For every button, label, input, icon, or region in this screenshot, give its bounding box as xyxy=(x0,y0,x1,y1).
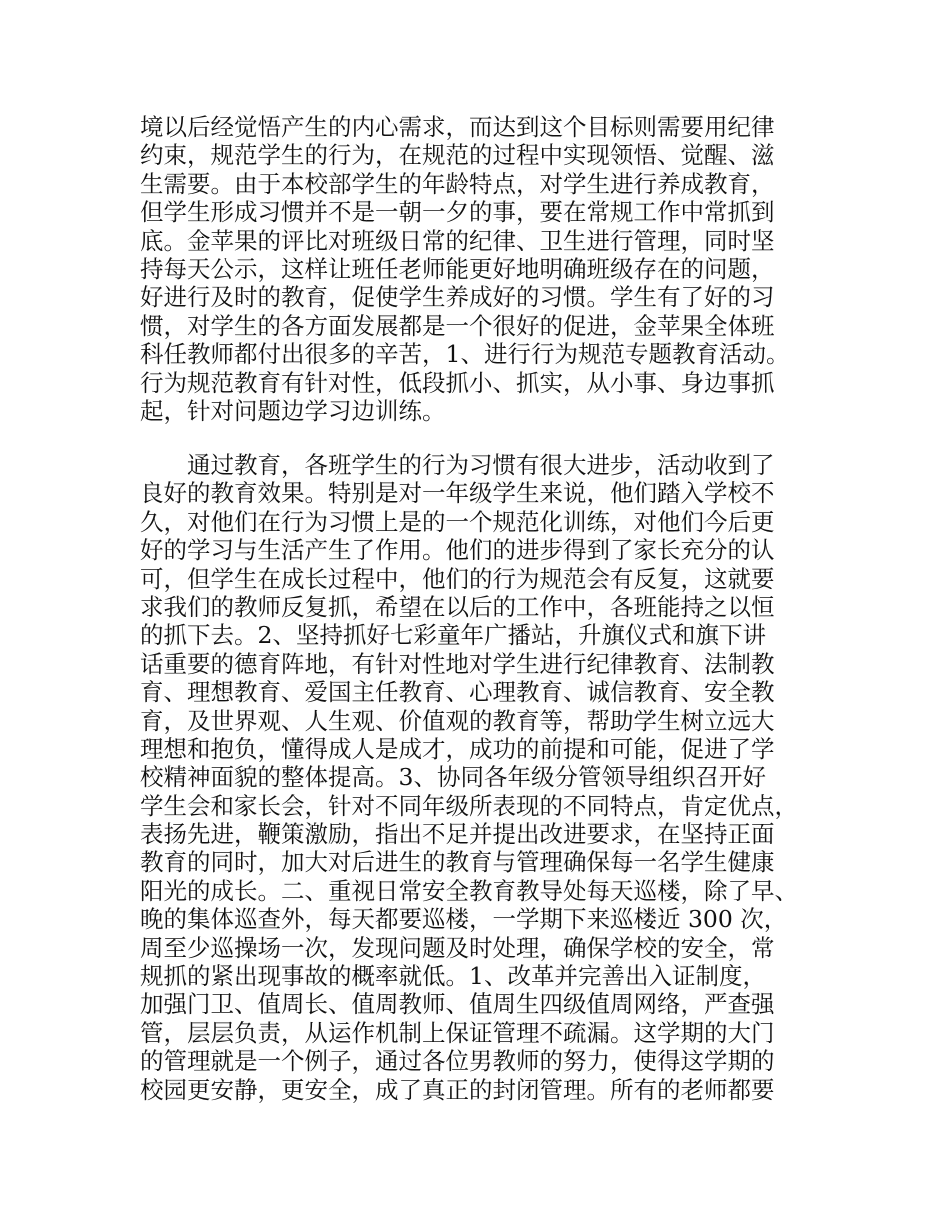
text-line: 规抓的紧出现事故的概率就低。1、改革并完善出入证制度， xyxy=(140,962,766,991)
text-line: 好进行及时的教育，促使学生养成好的习惯。学生有了好的习 xyxy=(140,283,775,312)
text-line: 行为规范教育有针对性，低段抓小、抓实，从小事、身边事抓 xyxy=(140,368,775,397)
text-line: 理想和抱负，懂得成人是成才，成功的前提和可能，促进了学 xyxy=(140,734,775,763)
text-line: 管，层层负责，从运作机制上保证管理不疏漏。这学期的大门 xyxy=(140,1018,775,1047)
text-line: 但学生形成习惯并不是一朝一夕的事，要在常规工作中常抓到 xyxy=(140,198,775,227)
text-line: 好的学习与生活产生了作用。他们的进步得到了家长充分的认 xyxy=(140,536,775,565)
paragraph-2 xyxy=(140,451,820,1104)
text-line: 的管理就是一个例子，通过各位男教师的努力，使得这学期的 xyxy=(140,1047,775,1076)
text-line: 久，对他们在行为习惯上是的一个规范化训练，对他们今后更 xyxy=(140,507,775,536)
text-line: 话重要的德育阵地，有针对性地对学生进行纪律教育、法制教 xyxy=(140,649,775,678)
text-line: 可，但学生在成长过程中，他们的行为规范会有反复，这就要 xyxy=(140,564,775,593)
text-line: 加强门卫、值周长、值周教师、值周生四级值周网络，严查强 xyxy=(140,990,775,1019)
text-line: 求我们的教师反复抓，希望在以后的工作中，各班能持之以恒 xyxy=(140,592,775,621)
text-line: 学生会和家长会，针对不同年级所表现的不同特点，肯定优点， xyxy=(140,791,798,820)
text-line: 校园更安静，更安全，成了真正的封闭管理。所有的老师都要 xyxy=(140,1075,775,1104)
text-line: 惯，对学生的各方面发展都是一个很好的促进，金苹果全体班 xyxy=(140,311,775,340)
text-line: 持每天公示，这样让班任老师能更好地明确班级存在的问题， xyxy=(140,254,775,283)
text-line: 表扬先进，鞭策激励，指出不足并提出改进要求，在坚持正面 xyxy=(140,820,775,849)
text-line: 约束，规范学生的行为，在规范的过程中实现领悟、觉醒、滋 xyxy=(140,141,775,170)
text-line: 起，针对问题边学习边训练。 xyxy=(140,396,446,425)
paragraph-1 xyxy=(140,113,820,425)
text-line: 育，及世界观、人生观、价值观的教育等，帮助学生树立远大 xyxy=(140,706,775,735)
text-line: 教育的同时，加大对后进生的教育与管理确保每一名学生健康 xyxy=(140,848,775,877)
text-line: 周至少巡操场一次，发现问题及时处理，确保学校的安全，常 xyxy=(140,933,775,962)
text-line: 校精神面貌的整体提高。3、协同各年级分管领导组织召开好 xyxy=(140,763,766,792)
text-line: 底。金苹果的评比对班级日常的纪律、卫生进行管理，同时坚 xyxy=(140,226,775,255)
text-line: 科任教师都付出很多的辛苦，1、进行行为规范专题教育活动。 xyxy=(140,340,790,369)
text-line: 晚的集体巡查外，每天都要巡楼，一学期下来巡楼近 300 次， xyxy=(140,905,788,934)
text-line: 的抓下去。2、坚持抓好七彩童年广播站，升旗仪式和旗下讲 xyxy=(140,621,766,650)
text-line: 通过教育，各班学生的行为习惯有很大进步，活动收到了 xyxy=(187,451,775,479)
text-line: 良好的教育效果。特别是对一年级学生来说，他们踏入学校不 xyxy=(140,479,775,508)
text-line: 育、理想教育、爱国主任教育、心理教育、诚信教育、安全教 xyxy=(140,678,775,707)
text-line: 生需要。由于本校部学生的年龄特点，对学生进行养成教育， xyxy=(140,169,775,198)
text-line: 阳光的成长。二、重视日常安全教育教导处每天巡楼，除了早、 xyxy=(140,876,798,905)
text-line: 境以后经觉悟产生的内心需求，而达到这个目标则需要用纪律 xyxy=(140,113,775,141)
